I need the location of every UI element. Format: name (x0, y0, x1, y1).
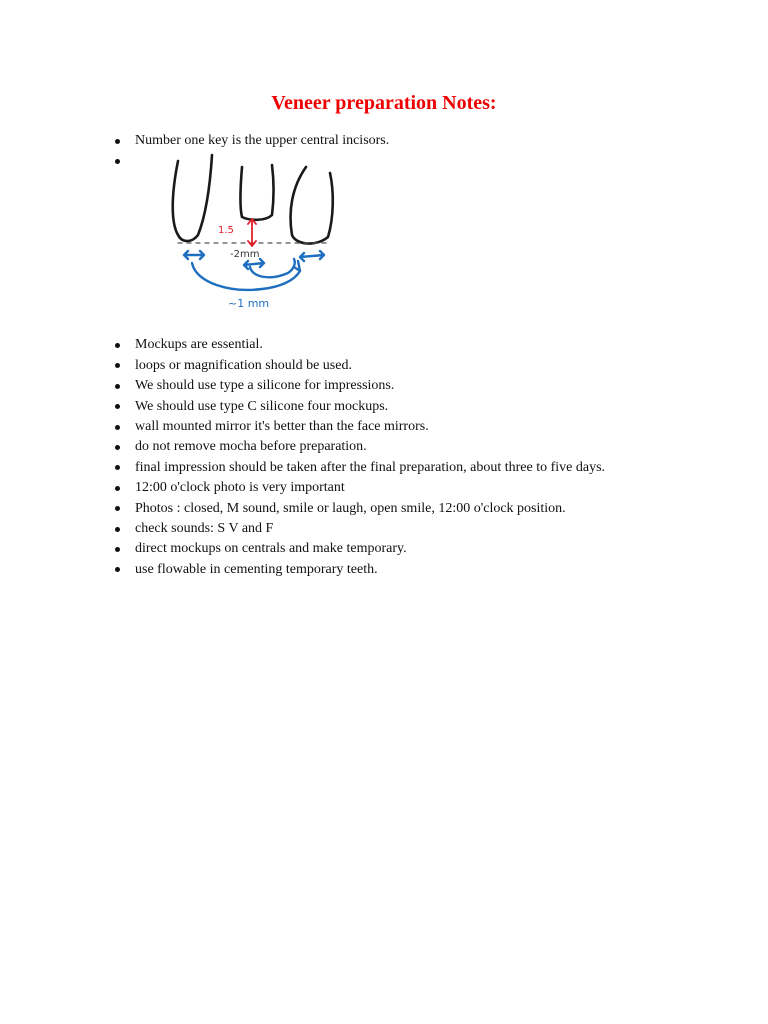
list-item: wall mounted mirror it's better than the face mirrors. (113, 417, 733, 437)
list-item-sketch (113, 151, 733, 335)
list-item: final impression should be taken after the final preparation, about three to five days. (113, 458, 733, 478)
sketch-label-mid: -2mm (230, 249, 260, 261)
list-item: loops or magnification should be used. (113, 356, 733, 376)
teeth-veneer-sketch (170, 151, 350, 313)
list-item: 12:00 o'clock photo is very important (113, 478, 733, 498)
list-item: Number one key is the upper central incisors. (113, 131, 733, 151)
sketch-label-bottom: ~1 mm (228, 297, 270, 311)
list-item: direct mockups on centrals and make temporary. (113, 539, 733, 559)
list-item: We should use type C silicone four mockups. (113, 397, 733, 417)
sketch-label-height: 1.5 (218, 225, 234, 237)
notes-list (113, 131, 733, 580)
list-item: Mockups are essential. (113, 335, 733, 355)
list-item: use flowable in cementing temporary teeth. (113, 560, 733, 580)
list-item: We should use type a silicone for impressions. (113, 376, 733, 396)
page-title: Veneer preparation Notes: (271, 92, 497, 114)
list-item: Photos : closed, M sound, smile or laugh, open smile, 12:00 o'clock position. (113, 499, 733, 519)
list-item: do not remove mocha before preparation. (113, 437, 733, 457)
list-item: check sounds: S V and F (113, 519, 733, 539)
